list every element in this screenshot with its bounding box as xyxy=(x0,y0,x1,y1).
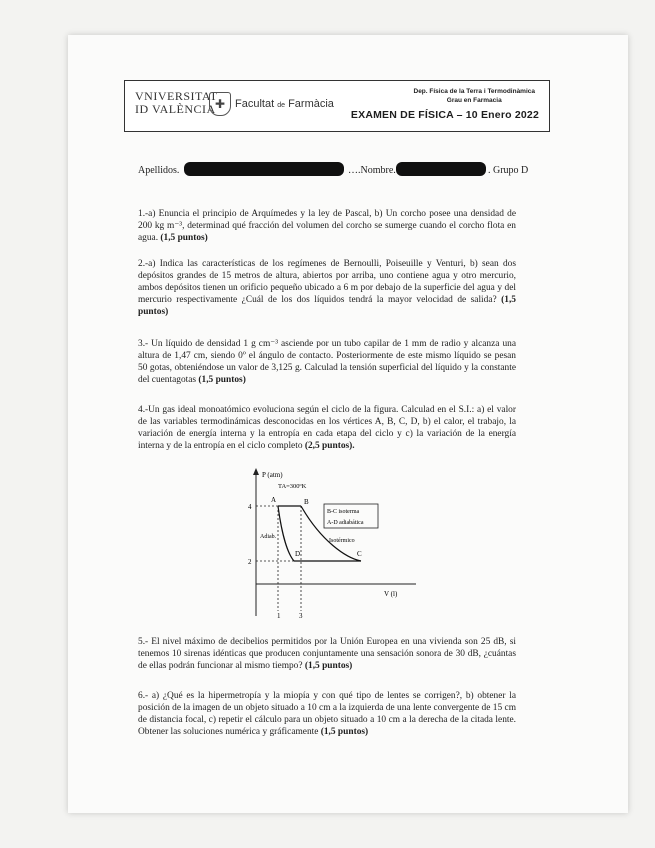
department-name: Dep. Física de la Terra i Termodinàmica xyxy=(413,88,535,95)
faculty-name: Facultat de Farmàcia xyxy=(235,98,334,110)
legend-isotherm: B-C isoterma xyxy=(327,509,360,515)
group-label: . Grupo D xyxy=(488,165,529,176)
isothermal-annotation: Isotérmico xyxy=(329,538,355,544)
legend-adiabatic: A-D adiabática xyxy=(327,520,364,526)
y-axis-label: P (atm) xyxy=(262,471,283,479)
exam-title: EXAMEN DE FÍSICA – 10 Enero 2022 xyxy=(350,109,539,121)
x-tick-1: 1 xyxy=(277,612,281,620)
y-axis-arrow-icon xyxy=(253,468,259,475)
pv-cycle-figure xyxy=(236,466,426,621)
point-b-label: B xyxy=(304,498,309,506)
question-2: 2.-a) Indica las características de los regímenes de Bernoulli, Poiseuille y Venturi, b) sean dos depósitos grandes de 15 metros de altura, abiertos por arriba, uno contiene agua y otro mercurio, ambos depósitos tienen un orificio pequeño ubicado a 6 m por debajo de la superficie del agua y del mercurio respectivamente ¿Cuál de los dos líquidos tendrá la mayor velocidad de salida? (1,5 puntos) xyxy=(138,259,516,317)
point-d-label: D xyxy=(295,550,301,558)
x-tick-3: 3 xyxy=(299,612,303,620)
name-label: ….Nombre. xyxy=(348,165,396,176)
question-5: 5.- El nivel máximo de decibelios permitidos por la Unión Europea en una vivienda son 25 dB, si tenemos 10 sirenas idénticas que producen conjuntamente una sensación sonora de 30 dB, ¿cuántas de ellas podrán funcionar al mismo tiempo? (1,5 puntos) xyxy=(138,637,516,671)
y-tick-4: 4 xyxy=(248,503,252,511)
y-tick-2: 2 xyxy=(248,558,252,566)
question-4: 4.-Un gas ideal monoatómico evoluciona según el ciclo de la figura. Calculad en el S.I.: a) el valor de las variables termodinámicas desconocidas en los vértices A, B, C, D, b) el calor, el trabajo, la variación de energía interna y la entropía en cada etapa del ciclo y c) la variación de la energía interna y de la entropía en el ciclo completo (2,5 puntos). xyxy=(138,405,516,451)
x-axis-label: V (l) xyxy=(384,590,398,598)
point-c-label: C xyxy=(357,550,362,558)
question-3: 3.- Un líquido de densidad 1 g cm⁻³ asciende por un tubo capilar de 1 mm de radio y alcanza una altura de 1,47 cm, siendo 0º el ángulo de contacto. Posteriormente de este mismo líquido se pesan 50 gotas, obteniéndose un valor de 3,125 g. Calculad la tensión superficial del líquido y la constante del cuentagotas (1,5 puntos) xyxy=(138,339,516,385)
department-info xyxy=(414,87,536,105)
redacted-name xyxy=(396,162,486,176)
point-a-label: A xyxy=(271,496,277,504)
degree-name: Grau en Farmacia xyxy=(446,97,502,104)
redacted-surname xyxy=(184,162,344,176)
question-1: 1.-a) Enuncia el principio de Arquímedes y la ley de Pascal, b) Un corcho posee una densidad de 200 kg m⁻³, determinad qué fracción del volumen del corcho se sumerge cuando el corcho flota en agua. (1,5 puntos) xyxy=(138,209,516,243)
exam-header xyxy=(124,80,550,132)
question-6: 6.- a) ¿Qué es la hipermetropía y la miopía y con qué tipo de lentes se corrigen?, b) obtener la posición de la imagen de un objeto situado a 10 cm a la izquierda de una lente convergente de 15 cm de distancia focal, c) repetir el cálculo para un objeto situado a 10 cm a la derecha de la citada lente. Obtener las soluciones numérica y gráficamente (1,5 puntos) xyxy=(138,691,516,737)
temperature-label: TA=300ºK xyxy=(278,483,307,490)
university-logo: VNIVERSITAT ID VALÈNCIA xyxy=(135,89,218,116)
process-d-a-adiabat xyxy=(278,506,294,561)
adiabatic-annotation: Adiab. xyxy=(260,534,277,540)
surname-label: Apellidos. xyxy=(138,165,180,176)
university-seal-icon: ✚ xyxy=(209,92,231,116)
